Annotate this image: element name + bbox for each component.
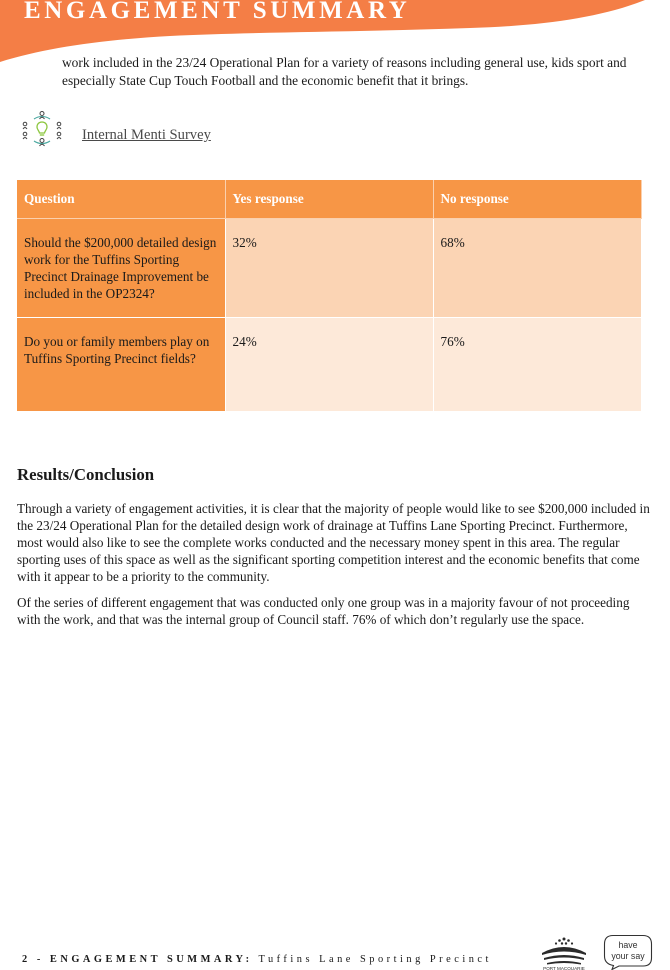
header-no-response: No response [433,180,641,219]
header-question: Question [17,180,225,219]
table-row [17,318,641,412]
table-row [17,219,641,318]
people-lightbulb-icon [20,110,64,150]
no-response-cell: 68% [433,219,641,318]
conclusion-paragraph: Of the series of different engagement that was conducted only one group was in a majority favour of not proceeding with the work, and that was the internal group of Council staff. 76% of which don’t regularly use the space. [17,595,630,627]
page-number: 2 [22,954,31,965]
question-cell: Should the $200,000 detailed design work for the Tuffins Sporting Precinct Drainage Improvement be included in the OP2324? [17,219,225,318]
table-header-row [17,180,641,219]
footer-separator: - [36,954,44,965]
yes-response-cell: 32% [225,219,433,318]
council-logo [534,933,594,970]
page-title: ENGAGEMENT SUMMARY [24,0,411,24]
conclusion-paragraph: Through a variety of engagement activities, it is clear that the majority of people would like to see $200,000 included in the 23/24 Operational Plan for the detailed design work of drainage at Tuffins Lane Sporting Precinct. Furthermore, most would also like to see the complete works conducted and the necessary money spent in this area. The regular sporting uses of this space as well as the significant sporting competition interest and the economic benefits that come with it appear to be a priority to the community. [17,501,650,584]
survey-results-table [17,180,642,412]
badge-line-have: have [618,940,638,950]
yes-response-cell: 24% [225,318,433,412]
have-your-say-badge [603,934,653,970]
results-conclusion-heading: Results/Conclusion [17,465,155,484]
badge-line-your-say: your say [611,951,645,961]
footer-section-title: ENGAGEMENT SUMMARY: [49,954,253,965]
intro-paragraph: work included in the 23/24 Operational Plan for a variety of reasons including general use, kids sport and especially State Cup Touch Football and the economic benefit that it brings. [62,55,627,88]
internal-menti-survey-link[interactable]: Internal Menti Survey [82,127,211,143]
page-footer [22,954,492,965]
question-cell: Do you or family members play on Tuffins Sporting Precinct fields? [17,318,225,412]
no-response-cell: 76% [433,318,641,412]
council-logo-text: PORT MACQUARIE [543,966,585,970]
conclusion-body [17,500,655,637]
header-yes-response: Yes response [225,180,433,219]
footer-project-name: Tuffins Lane Sporting Precinct [258,954,492,965]
